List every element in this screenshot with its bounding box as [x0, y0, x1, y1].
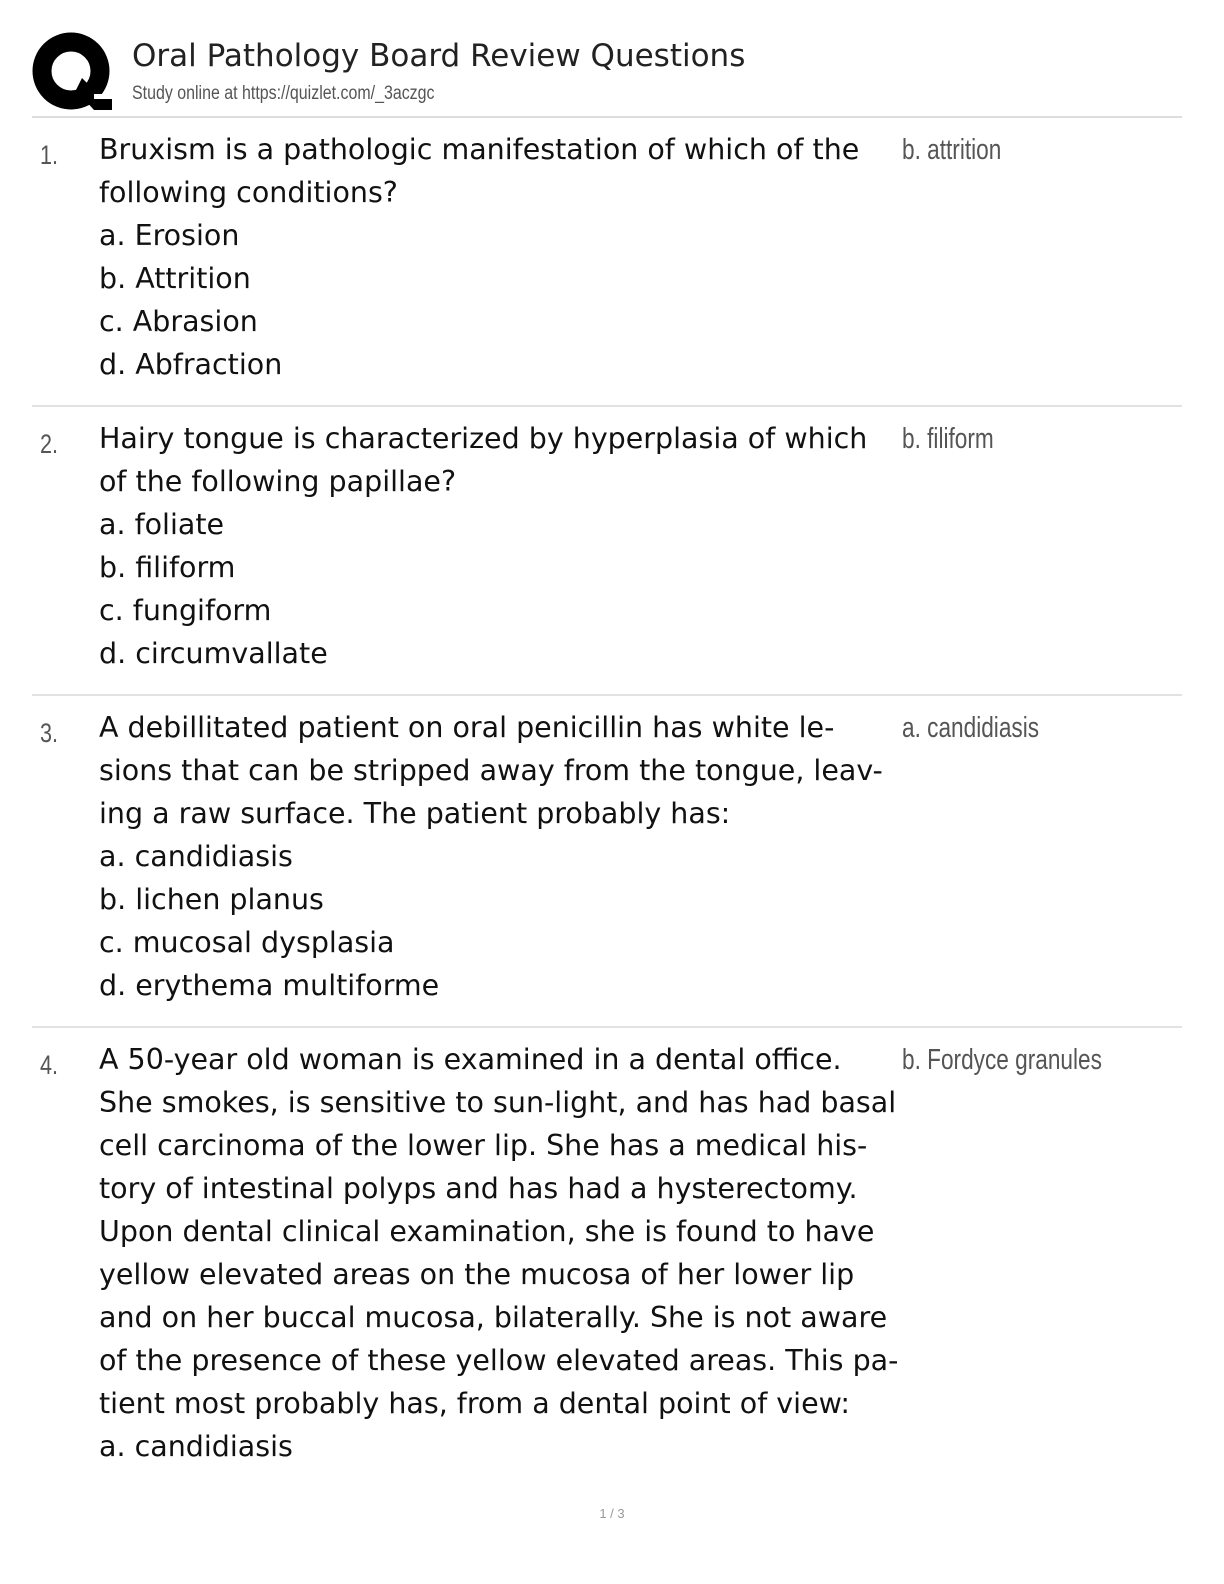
question-line: Upon dental clinical examination, she is found to have	[99, 1215, 875, 1248]
quizlet-q-logo-icon	[32, 32, 114, 114]
question-item	[32, 405, 1182, 694]
correct-answer: b. attrition	[902, 134, 1002, 166]
question-item	[32, 118, 1182, 405]
answer-option: d. circumvallate	[99, 637, 328, 670]
question-line: tient most probably has, from a dental point of view:	[99, 1387, 850, 1420]
question-line: ing a raw surface. The patient probably has:	[99, 797, 731, 830]
question-line: cell carcinoma of the lower lip. She has a medical his-	[99, 1129, 868, 1162]
question-line: Hairy tongue is characterized by hyperplasia of which	[99, 422, 868, 455]
question-line: tory of intestinal polyps and has had a hysterectomy.	[99, 1172, 858, 1205]
document-header	[32, 30, 1182, 116]
answer-option: c. fungiform	[99, 594, 272, 627]
question-line: and on her buccal mucosa, bilaterally. She is not aware	[99, 1301, 888, 1334]
question-number: 4.	[40, 1050, 59, 1080]
question-line: sions that can be stripped away from the tongue, leav-	[99, 754, 883, 787]
answer-option: a. foliate	[99, 508, 225, 541]
question-line: of the following papillae?	[99, 465, 457, 498]
document-title: Oral Pathology Board Review Questions	[132, 38, 746, 74]
question-line: A debillitated patient on oral penicillin has white le-	[99, 711, 835, 744]
question-text	[99, 1038, 899, 1468]
answer-option: a. Erosion	[99, 219, 240, 252]
answer-option: b. filiform	[99, 551, 236, 584]
question-number: 2.	[40, 429, 59, 459]
question-text	[99, 128, 899, 386]
answer-option: b. lichen planus	[99, 883, 324, 916]
question-line: She smokes, is sensitive to sun-light, and has had basal	[99, 1086, 897, 1119]
answer-option: d. erythema multiforme	[99, 969, 440, 1002]
question-item	[32, 694, 1182, 1026]
answer-option: c. mucosal dysplasia	[99, 926, 395, 959]
question-line: yellow elevated areas on the mucosa of her lower lip	[99, 1258, 855, 1291]
question-line: A 50-year old woman is examined in a dental office.	[99, 1043, 842, 1076]
question-list	[32, 118, 1182, 1478]
study-online-link[interactable]: Study online at https://quizlet.com/_3aczgc	[132, 83, 435, 104]
question-line: of the presence of these yellow elevated areas. This pa-	[99, 1344, 899, 1377]
question-text	[99, 417, 899, 675]
question-number: 3.	[40, 718, 59, 748]
correct-answer: a. candidiasis	[902, 712, 1040, 744]
question-text	[99, 706, 899, 1007]
question-number: 1.	[40, 140, 59, 170]
question-line: following conditions?	[99, 176, 398, 209]
correct-answer: b. Fordyce granules	[902, 1044, 1102, 1076]
correct-answer: b. filiform	[902, 423, 994, 455]
answer-option: b. Attrition	[99, 262, 251, 295]
answer-option: d. Abfraction	[99, 348, 283, 381]
page-number: 1 / 3	[599, 1506, 625, 1521]
answer-option: a. candidiasis	[99, 1430, 293, 1463]
question-item	[32, 1026, 1182, 1478]
question-line: Bruxism is a pathologic manifestation of which of the	[99, 133, 860, 166]
answer-option: c. Abrasion	[99, 305, 258, 338]
answer-option: a. candidiasis	[99, 840, 293, 873]
